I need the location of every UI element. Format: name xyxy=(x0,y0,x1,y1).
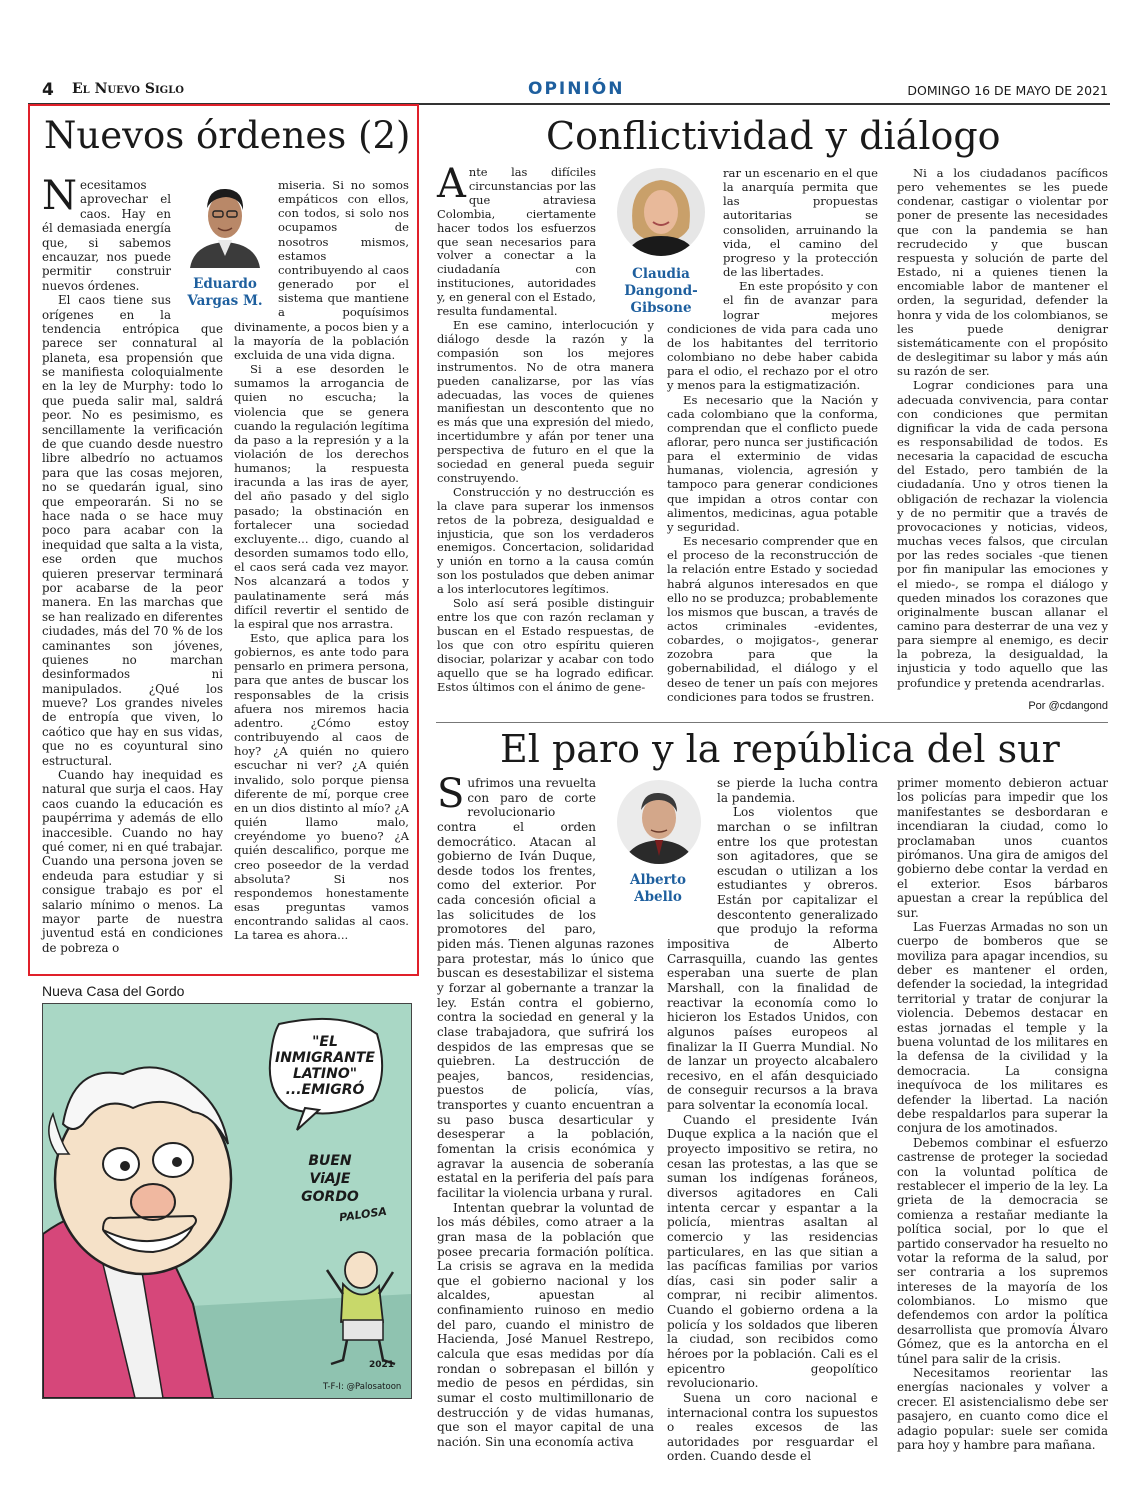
article2-column-3 xyxy=(897,166,1108,690)
paragraph: ecesitamos aprovechar el caos. Hay en él demasiada energía que, si sabemos encauzar, nos puede permitir construir nuevos órdenes. xyxy=(42,178,171,293)
cartoon-year: 2021 xyxy=(369,1360,395,1370)
article3-column-1 xyxy=(437,771,654,1449)
paragraph: Es necesario que la Nación y cada colombiano que la conforma, comprendan que el conflicto puede aflorar, pero nunca ser justificación para el exterminio de vidas humanas, violencia, agresión y tampoco para generar condiciones que impidan a otros contar con alimentos, medicinas, agua potable y seguridad. xyxy=(667,392,878,534)
section-title: OPINIÓN xyxy=(528,79,625,99)
article1-column-1 xyxy=(42,173,223,955)
article1-column-2 xyxy=(234,178,409,942)
paragraph: El caos tiene sus orígenes en la tendencia entrópica que parece ser connatural al planeta, esa propensión que se manifiesta coloquialmente en la ley de Murphy: todo lo que pueda salir mal, saldrá peor. No es pesimismo, es sencillamente la verificación de que cuando desde nuestro libre albedrío no actuamos para que las cosas mejoren, no se quedarán igual, sino que empeorarán. Si no se hace nada o se hace muy poco para acabar con la inequidad que salta a la vista, ese orden que muchos quieren preservar terminará por acabarse de la peor manera. En las marchas que se han realizado en diferentes ciudades, más del 70 % de los caminantes son jóvenes, quienes no marchan desinformados ni manipulados. ¿Qué los mueve? Los grandes niveles de entropía que viven, lo caótico que hay en sus vidas, que no es coyuntural sino estructural. xyxy=(42,293,223,768)
author-last-name: Abello xyxy=(634,889,682,905)
paragraph: Suena un coro nacional e internacional contra los supuestos o reales excesos de las autoridades por resguardar el orden. Cuando desde el xyxy=(667,1390,878,1464)
article2-title: Conflictividad y diálogo xyxy=(546,114,1001,158)
farewell-line: BUEN xyxy=(308,1153,352,1169)
farewell-line: GORDO xyxy=(301,1189,359,1205)
article2-column-2 xyxy=(667,166,878,704)
article-divider xyxy=(436,722,1108,723)
cartoon-credit: T-F-I: @Palosatoon xyxy=(323,1382,402,1392)
paragraph: En ese camino, interlocución y diálogo desde la razón y la compasión son los mejores instrumentos. No de otra manera pueden canalizarse, por las vías adecuadas, las voces de quienes manifiestan un descontento que no es más que una expresión del miedo, incertidumbre y afán por tener una perspectiva de futuro en el que la sociedad en general pueda seguir construyendo. xyxy=(437,317,654,485)
author-first-name: Eduardo xyxy=(193,276,257,292)
farewell-line: ViAJE xyxy=(309,1171,351,1187)
paragraph: Es necesario comprender que en el proceso de la reconstrucción de la relación entre Estado y sociedad habrá algunos interesados en que ello no se produzca; probablemente los mismos que buscan, a través de actos criminales -evidentes, cobardes, o mojigatos-, generar zozobra para que la gobernabilidad, el diálogo y el deseo de tener un país con mejores condiciones para todos se frustren. xyxy=(667,534,878,704)
bubble-line: "EL xyxy=(312,1034,338,1050)
bubble-line: ...EMIGRÓ xyxy=(285,1082,365,1098)
paragraph: Intentan quebrar la voluntad de los más débiles, como atraer a la gran masa de la población que posee precaria formación política. La crisis se agrava en la medida que el gobierno nacional y los alcaldes, apuestan al confinamiento ruinoso en medio del paro, cuando el ministro de Hacienda, José Manuel Restrepo, calcula que esas medidas por día rondan o sobrepasan el billón y medio de pesos en pérdidas, sin sumar el costo multimillonario de destrucción y de vidas humanas, que son el mayor capital de una nación. Sin una economía activa xyxy=(437,1200,654,1449)
cartoon-title: Nueva Casa del Gordo xyxy=(42,983,185,999)
paragraph: En este propósito y con el fin de avanzar para lograr mejores condiciones de vida para cada uno de los habitantes del territorio colombiano no debe haber cabida para el odio, el rechazo por el otro y menos para la estigmatización. xyxy=(667,279,878,393)
cartoon-panel xyxy=(42,1003,412,1399)
paragraph: miseria. Si no somos empáticos con ellos, con todos, si solo nos ocupamos de nosotros mismos, estamos contribuyendo al caos generado por el sistema que mantiene a poquísimos divinamente, a pocos bien y a la mayoría de la población excluida de una vida digna. xyxy=(234,178,409,362)
cartoon-bubble-text xyxy=(273,1034,377,1098)
paragraph: Esto, que aplica para los gobiernos, es ante todo para pensarlo en primera persona, para que antes de buscar los responsables de la crisis afuera nos miremos hacia adentro. ¿Cómo estoy contribuyendo al caos de hoy? ¿A quién no quiero escuchar ni ver? ¿A quién invalido, solo porque piensa diferente de mí, porque cree en un dios distinto al mío? ¿A quién llamo malo, creyéndome yo bueno? ¿A quién descalifico, porque me creo poseedor de la verdad absoluta? Si nos respondemos honestamente esas preguntas vamos encontrando salidas al caos. La tarea es ahora... xyxy=(234,631,409,943)
author-last-name: Vargas M. xyxy=(187,293,263,309)
article2-column-1 xyxy=(437,161,654,694)
page-header xyxy=(42,80,1108,102)
paragraph: rar un escenario en el que la anarquía permita que las propuestas autoritarias se consoliden, arruinando la vida, el camino del progreso y la protección de las libertades. xyxy=(723,166,878,280)
article3-column-2 xyxy=(667,776,878,1464)
newspaper-name: El Nuevo Siglo xyxy=(72,81,184,97)
article3-title: El paro y la república del sur xyxy=(500,727,1060,771)
cartoon-farewell-text xyxy=(287,1152,373,1206)
bubble-line: INMIGRANTE xyxy=(274,1050,375,1066)
page-number: 4 xyxy=(42,80,54,100)
paragraph: Cuando el presidente Iván Duque explica a la nación que el proyecto impositivo se retira, no cesan las protestas, a las que se suman los indígenas foráneos, diversos agitadores en Cali intenta cercar y espantar a la policía, mientras asaltan al comercio y las residencias particulares, en las que sitian a las pacíficas familias por varios días, casi sin poder salir a comprar, ni recibir alimentos. Cuando el gobierno ordena a la policía y los soldados que liberen la ciudad, son recibidos como héroes por la población. Cali es el epicentro geopolítico revolucionario. xyxy=(667,1112,878,1391)
bubble-line: LATINO" xyxy=(292,1066,358,1082)
paragraph: Lograr condiciones para una adecuada convivencia, para contar con condiciones que permitan dignificar la vida de cada persona es responsabilidad de todos. Es necesaria la capacidad de escucha del Estado, pero también de la ciudadanía. Uno y otros tienen la obligación de rechazar la violencia y de no permitir que a través de provocaciones y noticias, videos, muchas veces falsos, que circulan por las redes sociales -que tienen por fin manipular las emociones y el miedo-, se rompa el diálogo y queden minados los corazones que originalmente buscan allanar el camino para desterrar de una vez y para siempre al enemigo, es decir la pobreza, la desigualdad, la injusticia y todo aquello que las profundice y pretenda acendrarlas. xyxy=(897,378,1108,690)
paragraph: Construcción y no destrucción es la clave para superar los inmensos retos de la pobreza, desigualdad e injusticia, que son los verdaderos enemigos. Concertacion, solidaridad y unión en torno a la causa común son los postulados que deben animar a los interlocutores legítimos. xyxy=(437,484,654,597)
paragraph: Las Fuerzas Armadas no son un cuerpo de bomberos que se moviliza para apagar incendios, su deber es mantener el orden, defender la sociedad, la integridad territorial y tratar de conjurar la violencia. Debemos destacar en estas jornadas el temple y la buena voluntad de los militares en la defensa de la civilidad y la democracia. La consigna inequívoca de los militares es defender la libertad. La nación debe respaldarlos para superar la conjura de los amotinados. xyxy=(897,919,1108,1136)
paragraph: ufrimos una revuelta con paro de corte revolucionario contra el orden democrático. Atacan al gobierno de Iván Duque, desde todos los frentes, como del exterior. Por cada concesión oficial a las solicitudes de los promotores del paro, piden más. Tienen algunas razones para protestar, más lo único que buscan es desestabilizar el sistema y forzar al gobernante a tranzar la ley. Están contra el gobierno, contra la sociedad en general y la clase trabajadora, que sufrirá los despidos de las empresas que se quiebren. La destrucción de peajes, bancos, residencias, puestos de policía, vías, transportes y cuanto encuentran a su paso busca desarticular y desesperar a la población, fomentan la crisis económica y agravar la ausencia de soberanía estatal en la periferia del país para facilitar la violencia urbana y rural. xyxy=(437,776,654,1200)
article1-title: Nuevos órdenes (2) xyxy=(44,114,411,157)
paragraph: Solo así será posible distinguir entre los que con razón reclaman y buscan en el Estado respuestas, de los que con otro espíritu quieren disociar, polarizar y acabar con todo aquello que se ha logrado edificar. Estos últimos con el ánimo de gene- xyxy=(437,596,654,694)
paragraph: se pierde la lucha contra la pandemia. xyxy=(717,776,878,805)
dropcap: A xyxy=(437,161,466,207)
dropcap: N xyxy=(42,173,77,219)
cartoonist-signature: PALOSA xyxy=(338,1204,388,1225)
author-first-name: Claudia xyxy=(632,266,690,282)
article3-column-3 xyxy=(897,776,1108,1452)
paragraph: Si a ese desorden le sumamos la arrogancia de quien no escucha; la violencia que se genera cuando la regulación legítima da paso a la represión y a la violación de los derechos humanos; la respuesta iracunda a las iras de ayer, del año pasado y del siglo pasado; la obstinación en fortalecer una sociedad excluyente... digo, cuando al desorden sumamos todo ello, el caos será cada vez mayor. Nos alcanzará a todos y paulatinamente será más difícil revertir el sentido de la espiral que nos arrastra. xyxy=(234,362,409,631)
dropcap: S xyxy=(437,771,465,817)
page-date: DOMINGO 16 DE MAYO DE 2021 xyxy=(907,83,1108,98)
paragraph: primer momento debieron actuar los policías para impedir que los manifestantes se desbordaran e incendiaran la ciudad, como lo proclamaban unos cuantos pirómanos. Una gira de amigos del gobierno debe contar la verdad en el exterior. Esos bárbaros apuestan a crear la república del sur. xyxy=(897,776,1108,920)
paragraph: nte las difíciles circunstancias por las que atraviesa Colombia, ciertamente hacer todos los esfuerzos que sean necesarios para volver a conectar a la ciudadanía con instituciones, autoridades y, en general con el Estado, resulta fundamental. xyxy=(437,165,596,319)
paragraph: Debemos combinar el esfuerzo castrense de proteger la sociedad con la voluntad política de restablecer el imperio de la ley. La grieta de la democracia se comienza a restañar mediante la política social, por lo que el partido conservador ha resuelto no votar la reforma de la salud, por ser contraria a los supremos intereses de la mayoría de los colombianos. Lo mismo que defendemos con ardor la política desarrollista que promovía Álvaro Gómez, que es la antorcha en el túnel para salir de la crisis. xyxy=(897,1135,1108,1366)
author-first-name: Alberto xyxy=(630,872,686,888)
author-last-name: Gibsone xyxy=(630,300,692,316)
author-middle-name: Dangond- xyxy=(624,283,698,299)
paragraph: Ni a los ciudadanos pacíficos pero vehementes se les puede condenar, castigar o violentar por poner de presente las necesidades que con la pandemia se han recrudecido y que buscan respuesta y solución de parte del Estado, ni a quienes tienen la encomiable labor de mantener el orden, la seguridad, defender la honra y vida de los colombianos, se les puede denigrar sistemáticamente con el propósito de deslegitimar su labor y más aún su razón de ser. xyxy=(897,166,1108,379)
paragraph: Cuando hay inequidad es natural que surja el caos. Hay caos cuando la educación es paupérrima y además de ello inaccesible. Cuando no hay qué comer, ni en qué trabajar. Cuando una persona joven se endeuda para estudiar y si consigue trabajo es por el salario mínimo o menos. La mayor parte de nuestra juventud está en condiciones de pobreza o xyxy=(42,768,223,955)
paragraph: Los violentos que marchan o se infiltran entre los que protestan son agitadores, que se escudan o utilizan a los estudiantes y obreros. Están por capitalizar el descontento generalizado que produjo la reforma impositiva de Alberto Carrasquilla, cuando las gentes esperaban una suerte de plan Marshall, con la finalidad de reactivar la economía como lo hicieron los Estados Unidos, con algunos países europeos al finalizar la II Guerra Mundial. No de lanzar un proyecto alcabalero recesivo, en el afán desquiciado de conseguir recursos a la brava para solventar la economía local. xyxy=(667,805,878,1113)
paragraph: Necesitamos reorientar las energías nacionales y volver a crecer. El asistencialismo debe ser pasajero, en cuanto como dice el adagio popular: suele ser comida para hoy y hambre para mañana. xyxy=(897,1366,1108,1452)
article2-byline: Por @cdangond xyxy=(1028,700,1108,712)
